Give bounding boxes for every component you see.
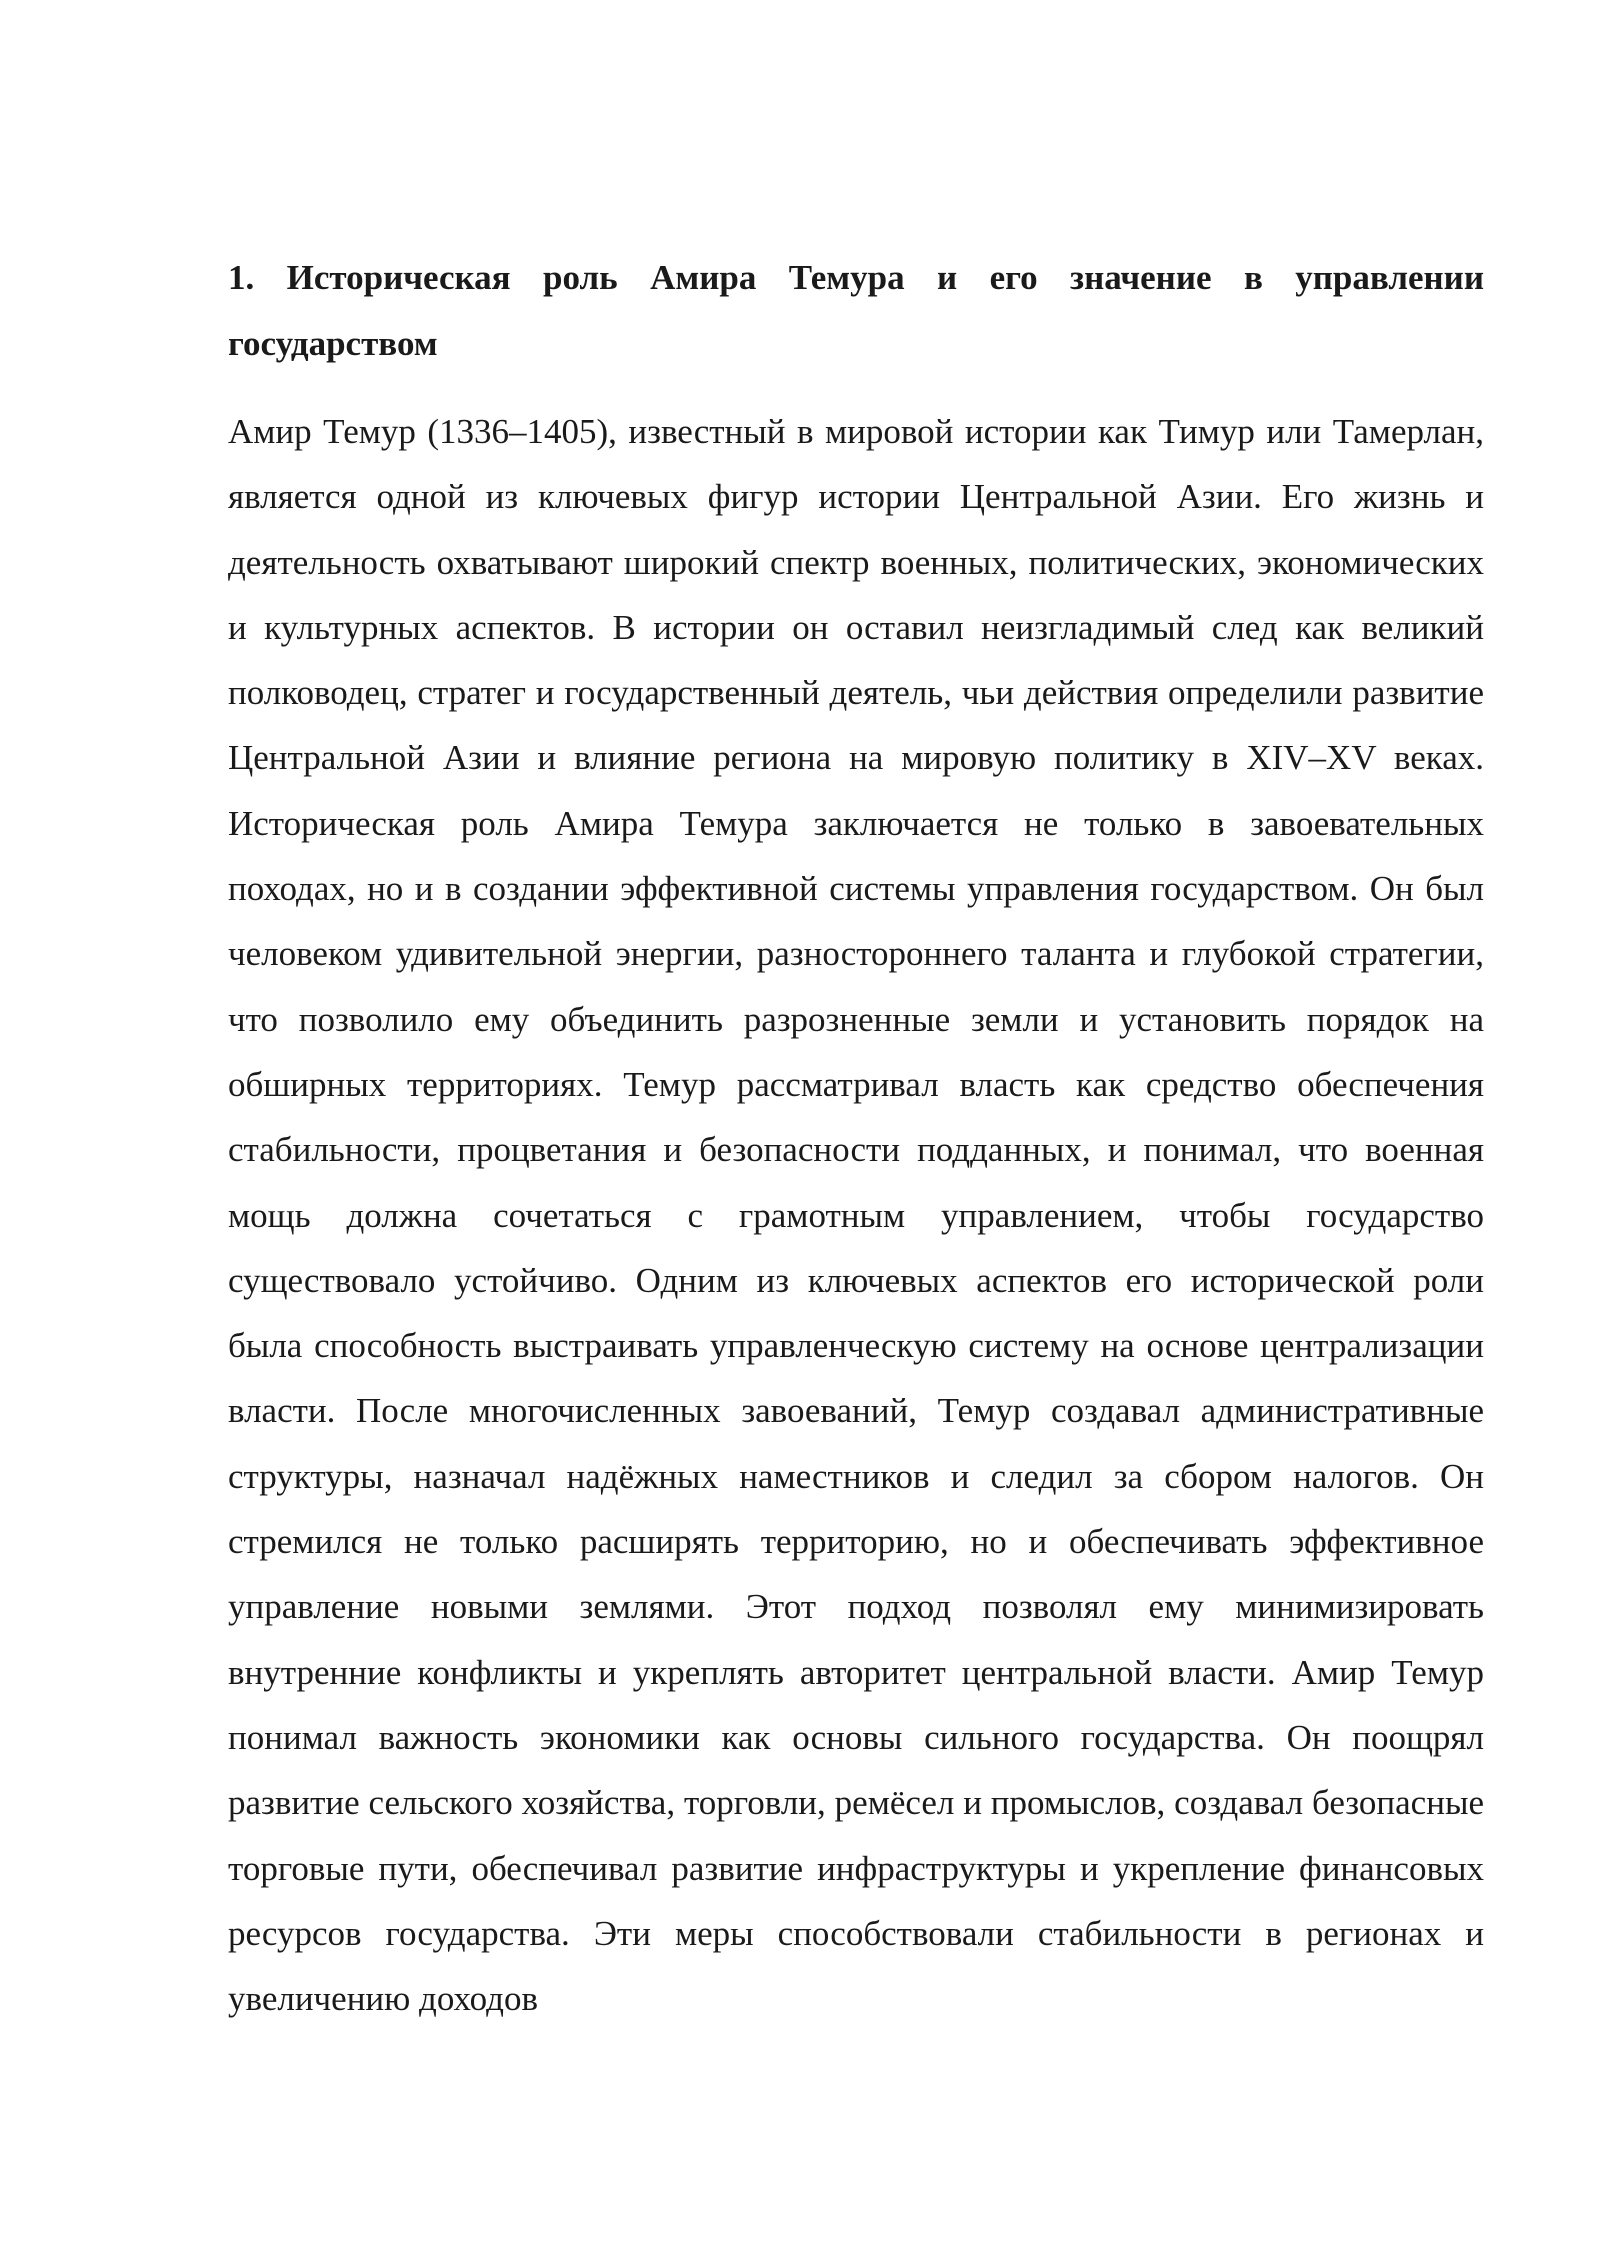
document-content bbox=[228, 245, 1484, 2031]
section-heading: 1. Историческая роль Амира Темура и его значение в управлении государством bbox=[228, 258, 1484, 363]
body-paragraph: Амир Темур (1336–1405), известный в мировой истории как Тимур или Тамерлан, является одной из ключевых фигур истории Центральной Азии. Его жизнь и деятельность охватывают широкий спектр военных, политических, экономических и культурных аспектов. В истории он оставил неизгладимый след как великий полководец, стратег и государственный деятель, чьи действия определили развитие Центральной Азии и влияние региона на мировую политику в XIV–XV веках. Историческая роль Амира Темура заключается не только в завоевательных походах, но и в создании эффективной системы управления государством. Он был человеком удивительной энергии, разностороннего таланта и глубокой стратегии, что позволило ему объединить разрозненные земли и установить порядок на обширных территориях. Темур рассматривал власть как средство обеспечения стабильности, процветания и безопасности подданных, и понимал, что военная мощь должна сочетаться с грамотным управлением, чтобы государство существовало устойчиво. Одним из ключевых аспектов его исторической роли была способность выстраивать управленческую систему на основе централизации власти. После многочисленных завоеваний, Темур создавал административные структуры, назначал надёжных наместников и следил за сбором налогов. Он стремился не только расширять территорию, но и обеспечивать эффективное управление новыми землями. Этот подход позволял ему минимизировать внутренние конфликты и укреплять авторитет центральной власти. Амир Темур понимал важность экономики как основы сильного государства. Он поощрял развитие сельского хозяйства, торговли, ремёсел и промыслов, создавал безопасные торговые пути, обеспечивал развитие инфраструктуры и укрепление финансовых ресурсов государства. Эти меры способствовали стабильности в регионах и увеличению доходов bbox=[228, 412, 1484, 2019]
